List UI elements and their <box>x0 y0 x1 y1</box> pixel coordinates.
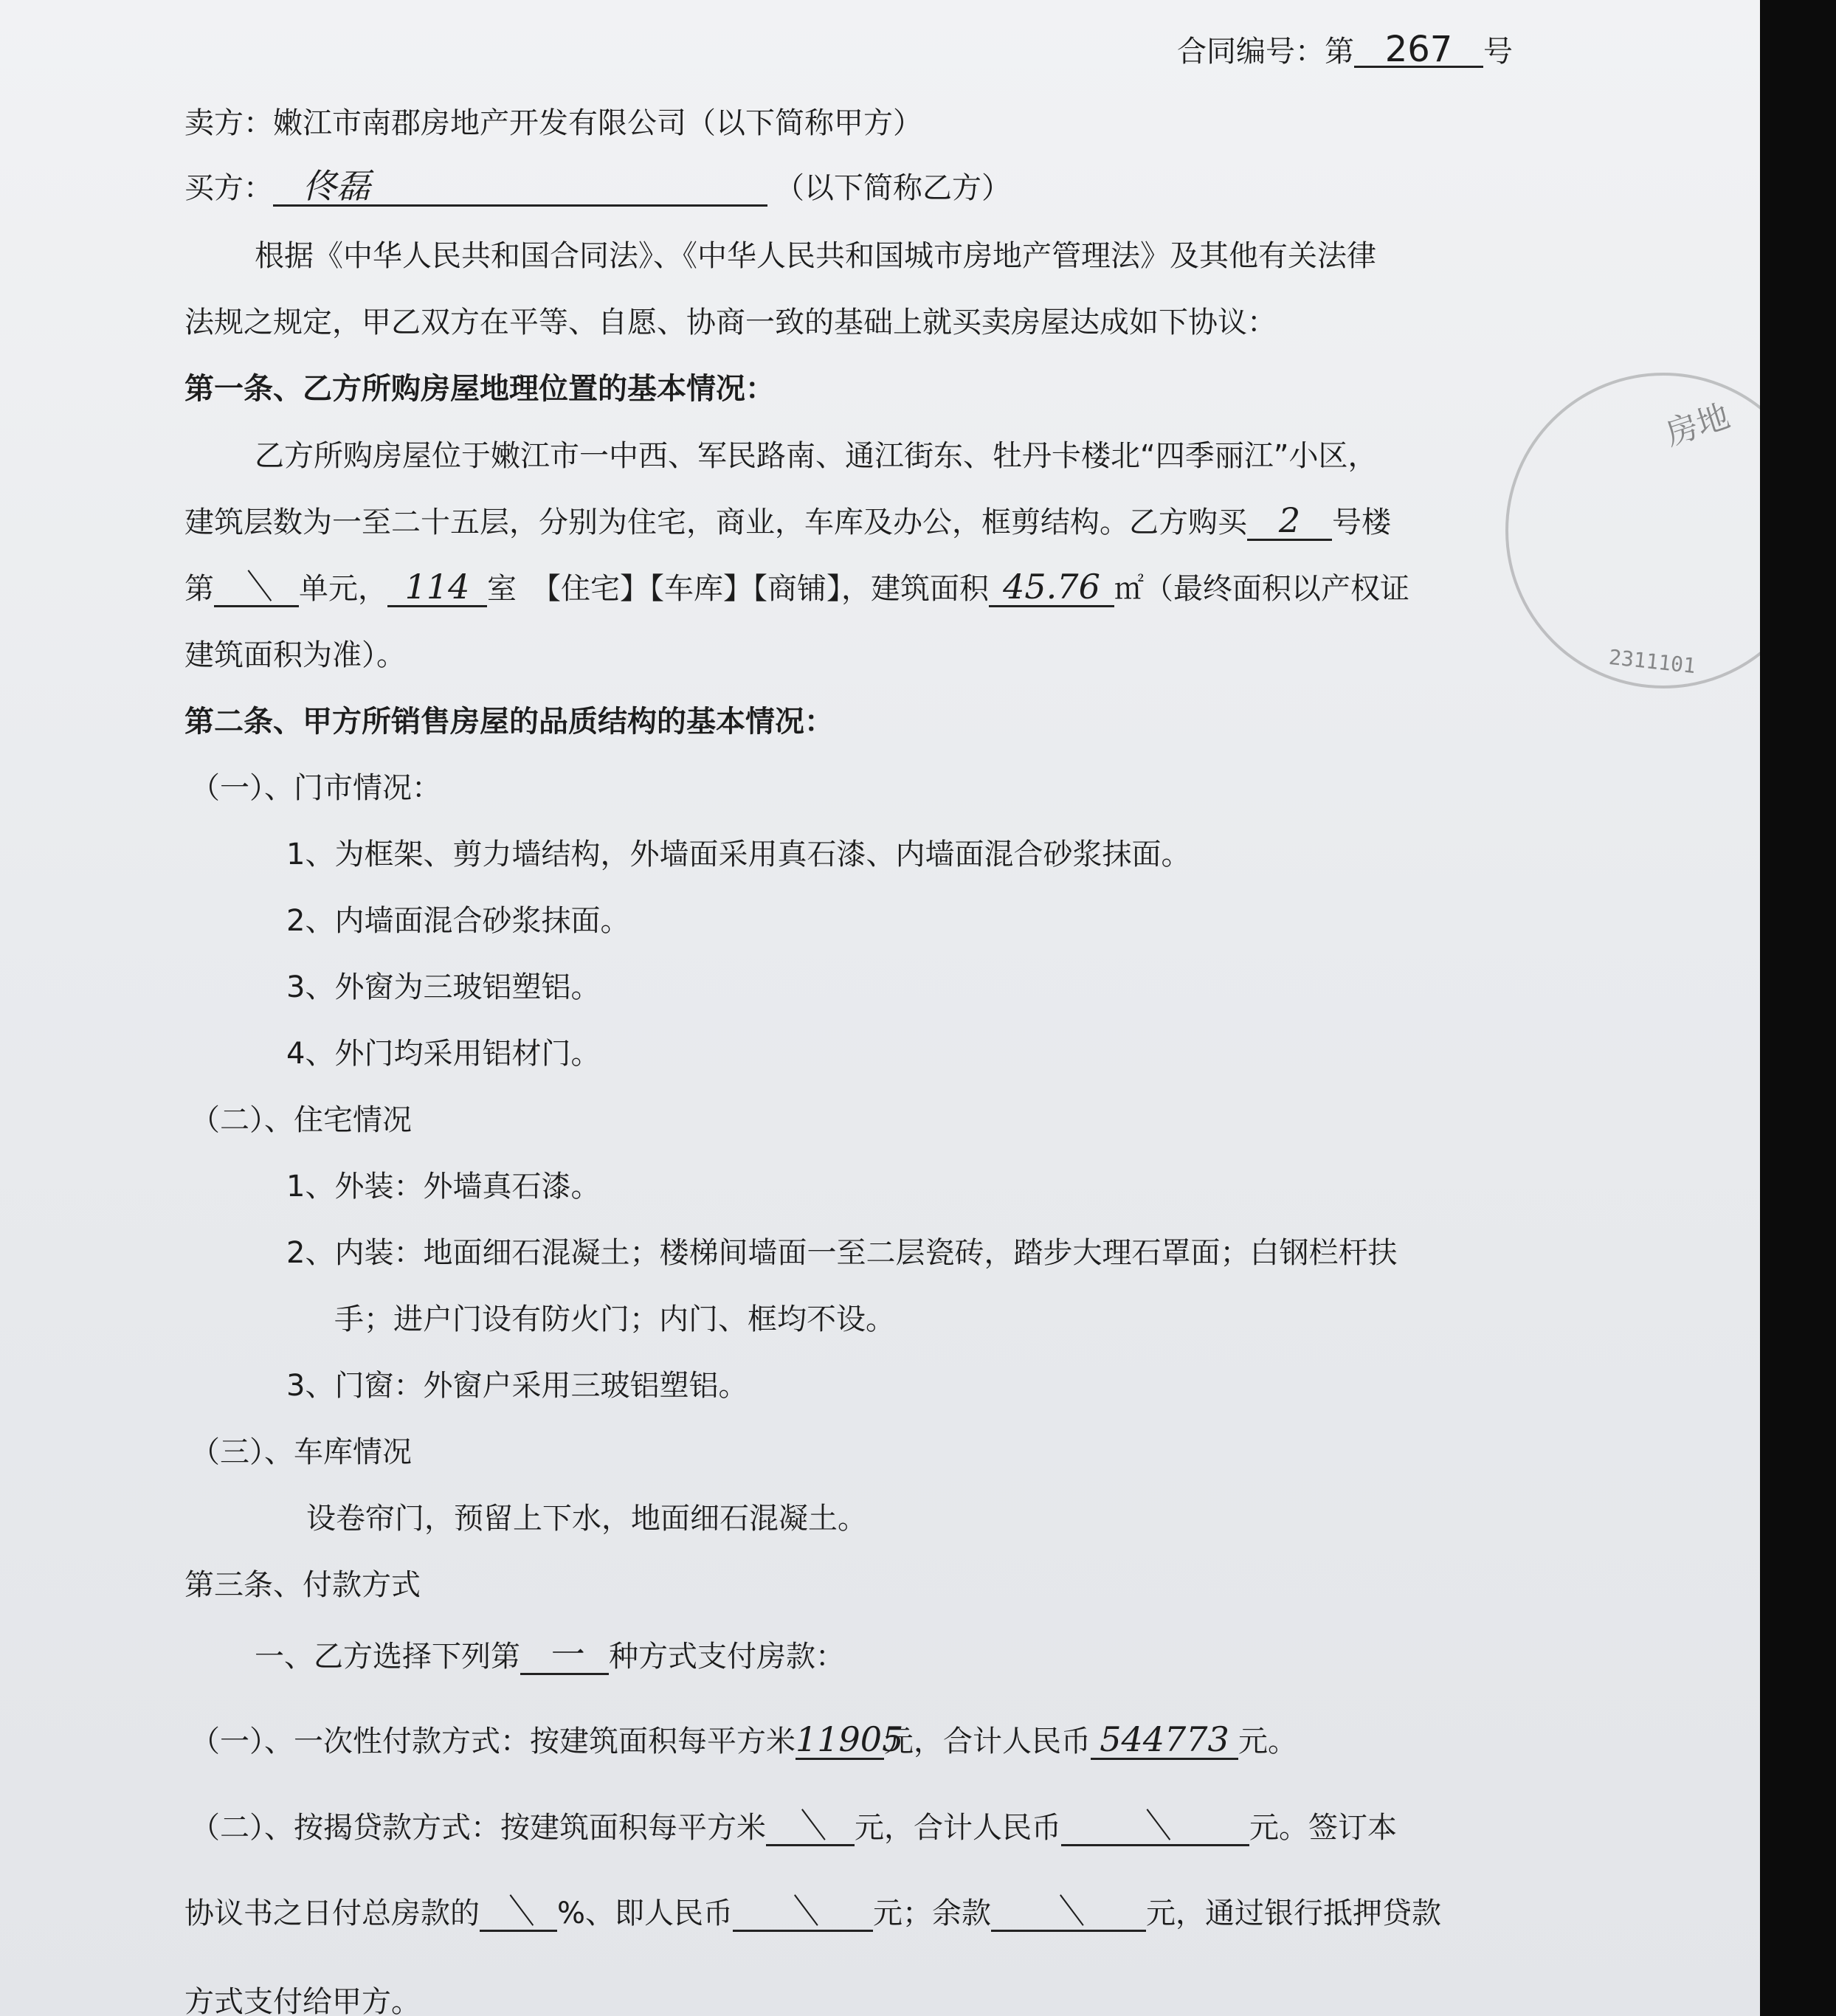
storefront-item-4: 4、外门均采用铝材门。 <box>286 1037 601 1071</box>
buyer-note: （以下简称乙方） <box>775 171 1011 205</box>
area-blank <box>989 567 1114 607</box>
contract-number <box>1177 29 1513 70</box>
down-amount-blank <box>733 1891 873 1932</box>
contract-number-suffix: 号 <box>1483 35 1513 69</box>
buyer-blank <box>273 166 767 207</box>
article-1-p3-unit-label: 单元， <box>299 572 387 606</box>
residence-item-3: 3、门窗：外窗户采用三玻铝塑铝。 <box>286 1369 748 1403</box>
mortgage-l2-mid1: %、即人民币 <box>557 1896 734 1930</box>
room-blank <box>387 567 487 607</box>
mortgage-total: ＼ <box>1138 1806 1173 1846</box>
down-pct: ＼ <box>501 1891 536 1931</box>
residence-item-1: 1、外装：外墙真石漆。 <box>286 1170 601 1204</box>
lump-sum-mid: 元，合计人民币 <box>884 1725 1091 1758</box>
payment-choice <box>255 1634 845 1675</box>
buyer-label: 买方： <box>184 171 273 205</box>
seller-note: （以下简称甲方） <box>686 106 922 140</box>
contract-number-value: 267 <box>1384 29 1453 70</box>
stamp-text: 房地 <box>1660 397 1735 454</box>
article-1-p3-prefix: 第 <box>184 572 214 606</box>
buyer-line <box>184 166 1011 207</box>
article-1-p2-text: 建筑层数为一至二十五层，分别为住宅，商业，车库及办公，框剪结构。乙方购买 <box>184 505 1247 539</box>
lump-sum-price-blank <box>796 1719 904 1760</box>
down-pct-blank <box>480 1891 557 1932</box>
mortgage-line-2 <box>184 1891 1442 1932</box>
storefront-heading: （一）、门市情况： <box>190 771 441 805</box>
remainder-blank <box>991 1891 1146 1932</box>
contract-number-label: 合同编号：第 <box>1177 35 1354 69</box>
mortgage-price: ＼ <box>793 1806 827 1846</box>
mortgage-text: （二）、按揭贷款方式：按建筑面积每平方米 <box>190 1811 766 1845</box>
residence-item-2b: 手；进户门设有防火门；内门、框均不设。 <box>334 1302 895 1336</box>
article-1-p2 <box>184 500 1391 541</box>
seller-label: 卖方： <box>184 106 273 140</box>
storefront-item-1: 1、为框架、剪力墙结构，外墙面采用真石漆、内墙面混合砂浆抹面。 <box>286 838 1191 871</box>
payment-choice-value: 一 <box>548 1634 581 1674</box>
article-1-p4: 建筑面积为准）。 <box>184 638 406 672</box>
lump-sum-price: 11905 <box>796 1719 904 1759</box>
garage-heading: （三）、车库情况 <box>190 1435 412 1469</box>
building-number: 2 <box>1278 500 1301 540</box>
storefront-item-3: 3、外窗为三玻铝塑铝。 <box>286 970 601 1004</box>
seller-name: 嫩江市南郡房地产开发有限公司 <box>273 106 686 140</box>
mortgage-total-blank <box>1061 1806 1249 1846</box>
mortgage-l2-prefix: 协议书之日付总房款的 <box>184 1896 480 1930</box>
lump-sum-total-blank <box>1091 1719 1238 1760</box>
mortgage-l2-mid2: 元；余款 <box>873 1896 992 1930</box>
contract-number-blank <box>1354 29 1483 70</box>
article-1-p3-types: 室 【住宅】【车库】【商铺】，建筑面积 <box>487 572 989 606</box>
article-3-title: 第三条、付款方式 <box>184 1568 421 1602</box>
lump-sum-end: 元。 <box>1238 1725 1297 1758</box>
unit-number: ＼ <box>239 567 274 607</box>
mortgage-line-3: 方式支付给甲方。 <box>184 1985 421 2016</box>
mortgage-end: 元。签订本 <box>1249 1811 1397 1845</box>
storefront-item-2: 2、内墙面混合砂浆抹面。 <box>286 904 630 938</box>
mortgage-option <box>190 1806 1397 1846</box>
mortgage-mid: 元，合计人民币 <box>855 1811 1061 1845</box>
intro-line-2: 法规之规定，甲乙双方在平等、自愿、协商一致的基础上就买卖房屋达成如下协议： <box>184 305 1277 339</box>
intro-line-1: 根据《中华人民共和国合同法》、《中华人民共和国城市房地产管理法》及其他有关法律 <box>255 239 1376 273</box>
unit-blank <box>214 567 299 607</box>
article-2-title: 第二条、甲方所销售房屋的品质结构的基本情况： <box>184 705 834 739</box>
garage-item-1: 设卷帘门，预留上下水，地面细石混凝土。 <box>306 1502 867 1536</box>
buyer-signature: 佟磊 <box>303 166 370 206</box>
seller-line <box>184 105 922 142</box>
down-amount: ＼ <box>786 1891 821 1931</box>
building-blank <box>1247 500 1332 541</box>
article-1-p1: 乙方所购房屋位于嫩江市一中西、军民路南、通江街东、牡丹卡楼北“四季丽江”小区， <box>255 439 1378 473</box>
area-value: 45.76 <box>1003 567 1100 607</box>
mortgage-l2-end: 元，通过银行抵押贷款 <box>1146 1896 1442 1930</box>
mortgage-price-blank <box>766 1806 855 1846</box>
lump-sum-text: （一）、一次性付款方式：按建筑面积每平方米 <box>190 1725 796 1758</box>
room-number: 114 <box>404 567 470 607</box>
lump-sum-total: 544773 <box>1100 1719 1229 1759</box>
payment-choice-suffix: 种方式支付房款： <box>609 1640 845 1674</box>
residence-heading: （二）、住宅情况 <box>190 1103 412 1137</box>
article-1-title: 第一条、乙方所购房屋地理位置的基本情况： <box>184 372 775 406</box>
payment-choice-blank <box>520 1634 609 1675</box>
article-1-p3-unit: ㎡（最终面积以产权证 <box>1114 572 1409 606</box>
scan-dark-edge <box>1760 0 1836 2016</box>
residence-item-2a: 2、内装：地面细石混凝土；楼梯间墙面一至二层瓷砖，踏步大理石罩面；白钢栏杆扶 <box>286 1236 1398 1270</box>
article-1-p2-suffix: 号楼 <box>1332 505 1391 539</box>
lump-sum-option <box>190 1719 1297 1760</box>
article-1-p3 <box>184 567 1409 607</box>
stamp-number: 2311101 <box>1607 644 1697 679</box>
remainder-amount: ＼ <box>1052 1891 1086 1931</box>
payment-choice-prefix: 一、乙方选择下列第 <box>255 1640 520 1674</box>
